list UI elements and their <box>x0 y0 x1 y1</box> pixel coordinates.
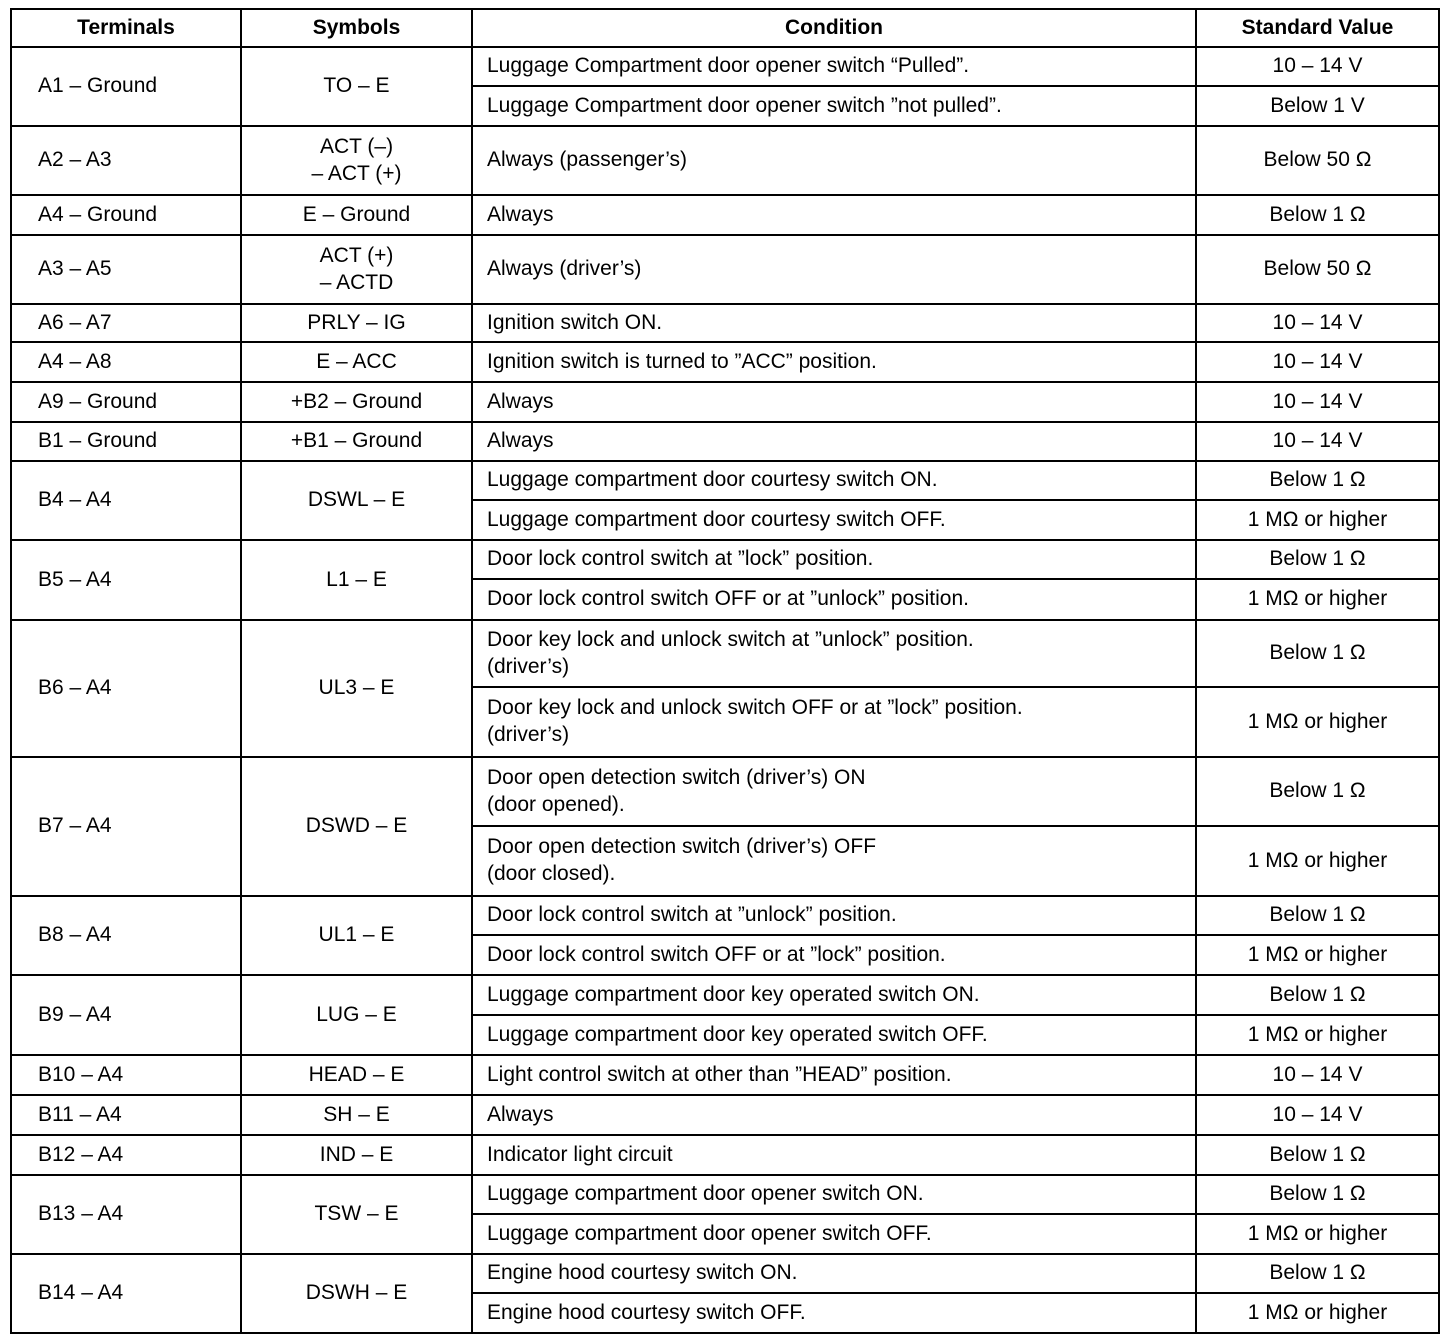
condition-cell: Door lock control switch OFF or at ”unlock” position. <box>472 579 1196 620</box>
table-row <box>11 620 1439 687</box>
symbols-cell: UL1 – E <box>241 896 472 975</box>
standard-value-cell: 1 MΩ or higher <box>1196 500 1439 540</box>
standard-value-cell: 10 – 14 V <box>1196 382 1439 422</box>
header-row <box>11 9 1439 47</box>
condition-cell: Engine hood courtesy switch OFF. <box>472 1293 1196 1333</box>
symbols-cell: HEAD – E <box>241 1055 472 1095</box>
standard-value-cell: 1 MΩ or higher <box>1196 1293 1439 1333</box>
standard-value-cell: 1 MΩ or higher <box>1196 935 1439 975</box>
symbols-cell: TSW – E <box>241 1175 472 1254</box>
symbols-cell: ACT (+) – ACTD <box>241 235 472 304</box>
condition-cell: Door open detection switch (driver’s) OFF (door closed). <box>472 826 1196 896</box>
terminals-cell: A2 – A3 <box>11 126 241 195</box>
standard-value-cell: 1 MΩ or higher <box>1196 1214 1439 1254</box>
table-row <box>11 126 1439 195</box>
standard-value-cell: 10 – 14 V <box>1196 422 1439 461</box>
terminals-cell: B6 – A4 <box>11 620 241 757</box>
symbols-cell: SH – E <box>241 1095 472 1135</box>
standard-value-cell: Below 1 Ω <box>1196 1175 1439 1214</box>
terminals-cell: B4 – A4 <box>11 461 241 540</box>
standard-value-cell: Below 1 Ω <box>1196 461 1439 500</box>
condition-cell: Luggage compartment door courtesy switch ON. <box>472 461 1196 500</box>
terminals-cell: A9 – Ground <box>11 382 241 422</box>
symbols-cell: UL3 – E <box>241 620 472 757</box>
table-row <box>11 382 1439 422</box>
standard-value-cell: Below 1 Ω <box>1196 975 1439 1015</box>
condition-cell: Luggage Compartment door opener switch ”not pulled”. <box>472 86 1196 126</box>
table-row <box>11 757 1439 826</box>
table-row <box>11 896 1439 935</box>
standard-value-cell: 10 – 14 V <box>1196 1095 1439 1135</box>
standard-value-cell: 10 – 14 V <box>1196 1055 1439 1095</box>
terminals-cell: A4 – A8 <box>11 342 241 382</box>
condition-cell: Always <box>472 382 1196 422</box>
condition-cell: Always (passenger’s) <box>472 126 1196 195</box>
table-row <box>11 461 1439 500</box>
standard-value-cell: Below 1 Ω <box>1196 1254 1439 1293</box>
standard-value-cell: Below 1 Ω <box>1196 1135 1439 1175</box>
table-row <box>11 235 1439 304</box>
condition-cell: Always <box>472 1095 1196 1135</box>
condition-cell: Door open detection switch (driver’s) ON (door opened). <box>472 757 1196 826</box>
condition-cell: Luggage compartment door courtesy switch OFF. <box>472 500 1196 540</box>
table-row <box>11 1055 1439 1095</box>
header-terminals: Terminals <box>11 9 241 47</box>
symbols-cell: PRLY – IG <box>241 304 472 342</box>
standard-value-cell: Below 50 Ω <box>1196 126 1439 195</box>
terminals-cell: A3 – A5 <box>11 235 241 304</box>
header-symbols: Symbols <box>241 9 472 47</box>
standard-value-cell: 1 MΩ or higher <box>1196 826 1439 896</box>
standard-value-cell: Below 1 Ω <box>1196 896 1439 935</box>
standard-value-cell: Below 50 Ω <box>1196 235 1439 304</box>
terminals-cell: B14 – A4 <box>11 1254 241 1333</box>
standard-value-cell: 10 – 14 V <box>1196 304 1439 342</box>
table-row <box>11 1175 1439 1214</box>
standard-value-cell: Below 1 Ω <box>1196 540 1439 579</box>
symbols-cell: IND – E <box>241 1135 472 1175</box>
table-row <box>11 1135 1439 1175</box>
condition-cell: Luggage compartment door key operated switch ON. <box>472 975 1196 1015</box>
condition-cell: Luggage compartment door key operated switch OFF. <box>472 1015 1196 1055</box>
symbols-cell: L1 – E <box>241 540 472 620</box>
table-body <box>11 47 1439 1333</box>
table-row <box>11 422 1439 461</box>
header-standard-value: Standard Value <box>1196 9 1439 47</box>
symbols-cell: DSWH – E <box>241 1254 472 1333</box>
table-row <box>11 540 1439 579</box>
symbols-cell: +B1 – Ground <box>241 422 472 461</box>
condition-cell: Always (driver’s) <box>472 235 1196 304</box>
table-row <box>11 1095 1439 1135</box>
condition-cell: Door lock control switch OFF or at ”lock” position. <box>472 935 1196 975</box>
condition-cell: Luggage Compartment door opener switch “Pulled”. <box>472 47 1196 86</box>
table-row <box>11 342 1439 382</box>
standard-value-cell: 1 MΩ or higher <box>1196 1015 1439 1055</box>
terminals-cell: B9 – A4 <box>11 975 241 1055</box>
table-row <box>11 304 1439 342</box>
condition-cell: Always <box>472 195 1196 235</box>
condition-cell: Engine hood courtesy switch ON. <box>472 1254 1196 1293</box>
condition-cell: Luggage compartment door opener switch OFF. <box>472 1214 1196 1254</box>
terminals-cell: A4 – Ground <box>11 195 241 235</box>
terminals-cell: B12 – A4 <box>11 1135 241 1175</box>
condition-cell: Always <box>472 422 1196 461</box>
condition-cell: Door key lock and unlock switch at ”unlock” position. (driver’s) <box>472 620 1196 687</box>
terminals-cell: B11 – A4 <box>11 1095 241 1135</box>
standard-value-cell: Below 1 V <box>1196 86 1439 126</box>
terminals-cell: B8 – A4 <box>11 896 241 975</box>
table-row <box>11 1254 1439 1293</box>
symbols-cell: E – ACC <box>241 342 472 382</box>
condition-cell: Door key lock and unlock switch OFF or at ”lock” position. (driver’s) <box>472 687 1196 757</box>
terminals-cell: A1 – Ground <box>11 47 241 126</box>
condition-cell: Luggage compartment door opener switch ON. <box>472 1175 1196 1214</box>
terminals-cell: A6 – A7 <box>11 304 241 342</box>
table-header <box>11 9 1439 47</box>
header-condition: Condition <box>472 9 1196 47</box>
condition-cell: Door lock control switch at ”lock” position. <box>472 540 1196 579</box>
symbols-cell: LUG – E <box>241 975 472 1055</box>
table-row <box>11 975 1439 1015</box>
standard-value-cell: 10 – 14 V <box>1196 342 1439 382</box>
symbols-cell: TO – E <box>241 47 472 126</box>
condition-cell: Indicator light circuit <box>472 1135 1196 1175</box>
condition-cell: Ignition switch is turned to ”ACC” position. <box>472 342 1196 382</box>
symbols-cell: +B2 – Ground <box>241 382 472 422</box>
terminals-cell: B5 – A4 <box>11 540 241 620</box>
terminals-cell: B1 – Ground <box>11 422 241 461</box>
standard-value-cell: 10 – 14 V <box>1196 47 1439 86</box>
symbols-cell: DSWL – E <box>241 461 472 540</box>
terminals-cell: B13 – A4 <box>11 1175 241 1254</box>
standard-value-cell: Below 1 Ω <box>1196 757 1439 826</box>
condition-cell: Light control switch at other than ”HEAD” position. <box>472 1055 1196 1095</box>
standard-value-cell: 1 MΩ or higher <box>1196 687 1439 757</box>
table-row <box>11 47 1439 86</box>
standard-value-cell: 1 MΩ or higher <box>1196 579 1439 620</box>
symbols-cell: DSWD – E <box>241 757 472 896</box>
table-row <box>11 195 1439 235</box>
symbols-cell: E – Ground <box>241 195 472 235</box>
terminals-cell: B10 – A4 <box>11 1055 241 1095</box>
terminal-spec-table <box>10 8 1440 1334</box>
standard-value-cell: Below 1 Ω <box>1196 620 1439 687</box>
terminals-cell: B7 – A4 <box>11 757 241 896</box>
standard-value-cell: Below 1 Ω <box>1196 195 1439 235</box>
symbols-cell: ACT (–) – ACT (+) <box>241 126 472 195</box>
condition-cell: Ignition switch ON. <box>472 304 1196 342</box>
condition-cell: Door lock control switch at ”unlock” position. <box>472 896 1196 935</box>
